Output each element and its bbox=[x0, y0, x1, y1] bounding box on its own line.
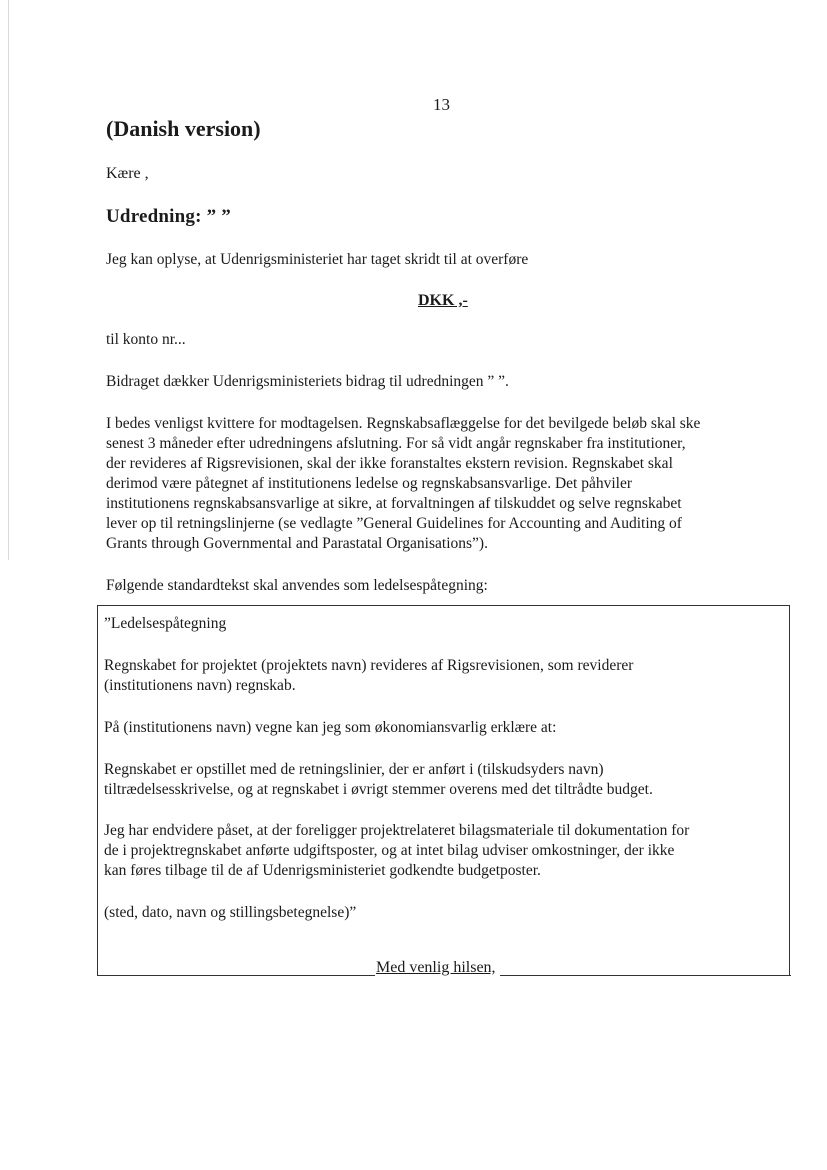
page-number: 13 bbox=[433, 95, 450, 114]
statement-signature-line: (sted, dato, navn og stillingsbetegnelse)” bbox=[104, 904, 357, 921]
statement-paragraph-line: Jeg har endvidere påset, at der foreligger projektrelateret bilagsmateriale til dokumentation for bbox=[104, 822, 690, 839]
statement-title: ”Ledelsespåtegning bbox=[104, 615, 227, 632]
statement-paragraph-line: de i projektregnskabet anførte udgiftsposter, og at intet bilag udviser omkostninger, der ikke bbox=[104, 842, 675, 859]
subject-line: Udredning: ” ” bbox=[106, 206, 231, 227]
scan-edge-line bbox=[8, 0, 9, 560]
statement-paragraph-line: tiltrædelsesskrivelse, og at regnskabet i øvrigt stemmer overens med det tiltrådte budget. bbox=[104, 781, 653, 798]
instructions-line: institutionens regnskabsansvarlige at sikre, at forvaltningen af tilskuddet og selve regnskabet bbox=[106, 495, 682, 512]
statement-paragraph-line: kan føres tilbage til de af Udenrigsministeriet godkendte budgetposter. bbox=[104, 862, 541, 879]
instructions-line: der revideres af Rigsrevisionen, skal der ikke foranstaltes ekstern revision. Regnskabet skal bbox=[106, 455, 673, 472]
amount-line: DKK ,- bbox=[418, 292, 468, 309]
instructions-line: lever op til retningslinjerne (se vedlagte ”General Guidelines for Accounting and Auditing of bbox=[106, 515, 682, 532]
page-heading: (Danish version) bbox=[106, 116, 261, 141]
instructions-line: I bedes venligst kvittere for modtagelsen. Regnskabsaflæggelse for det bevilgede beløb skal ske bbox=[106, 415, 701, 432]
instructions-line: derimod være påtegnet af institutionens ledelse og regnskabsansvarlige. Det påhviler bbox=[106, 475, 632, 492]
salutation: Kære , bbox=[106, 165, 149, 182]
statement-paragraph-line: (institutionens navn) regnskab. bbox=[104, 677, 296, 694]
statement-paragraph-line: Regnskabet for projektet (projektets navn) revideres af Rigsrevisionen, som reviderer bbox=[104, 657, 634, 674]
account-paragraph: til konto nr... bbox=[106, 331, 186, 348]
standard-text-intro: Følgende standardtekst skal anvendes som ledelsespåtegning: bbox=[106, 577, 488, 594]
closing-line: Med venlig hilsen, bbox=[376, 959, 496, 976]
instructions-line: Grants through Governmental and Parastatal Organisations”). bbox=[106, 535, 488, 552]
statement-box-bottom-border bbox=[500, 975, 791, 976]
statement-box-bottom-border bbox=[97, 975, 375, 976]
contribution-paragraph: Bidraget dækker Udenrigsministeriets bidrag til udredningen ” ”. bbox=[106, 373, 509, 390]
intro-paragraph: Jeg kan oplyse, at Udenrigsministeriet har taget skridt til at overføre bbox=[106, 251, 529, 268]
statement-paragraph-line: Regnskabet er opstillet med de retningslinier, der er anført i (tilskudsyders navn) bbox=[104, 761, 604, 778]
instructions-line: senest 3 måneder efter udredningens afslutning. For så vidt angår regnskaber fra institutioner, bbox=[106, 435, 686, 452]
statement-paragraph: På (institutionens navn) vegne kan jeg som økonomiansvarlig erklære at: bbox=[104, 719, 557, 736]
